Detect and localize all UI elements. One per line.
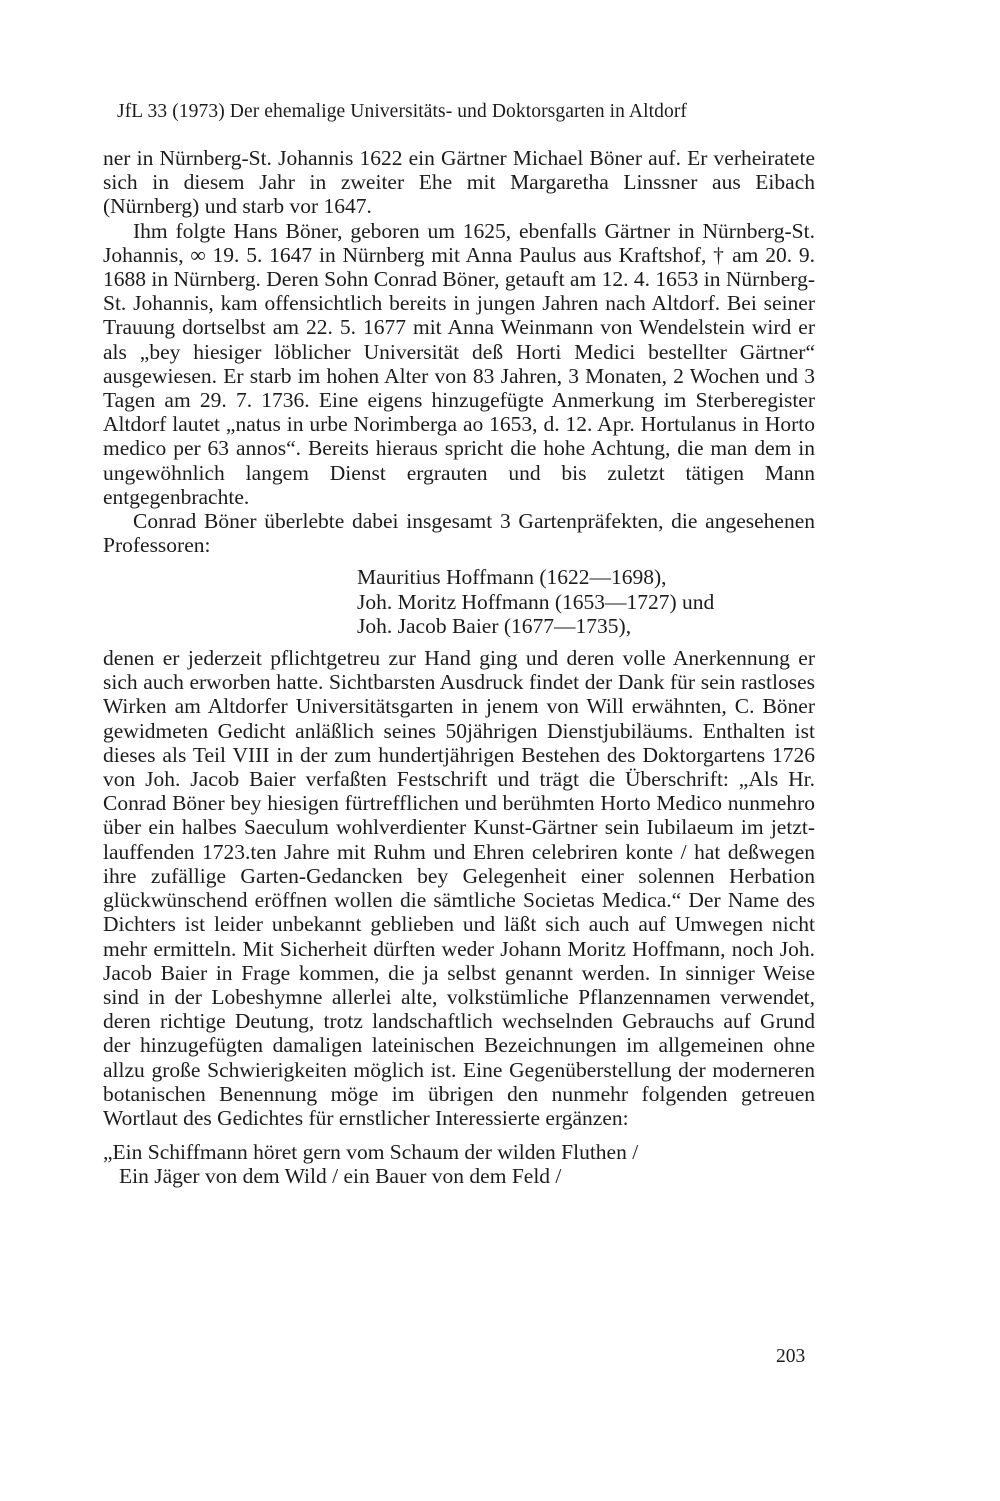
professor-list	[357, 565, 815, 638]
verse-line: Ein Jäger von dem Wild / ein Bauer von dem Feld /	[119, 1164, 562, 1189]
paragraph-1: ner in Nürnberg-St. Johannis 1622 ein Gärtner Michael Böner auf. Er verheiratete sich in diesem Jahr in zweiter Ehe mit Margaretha Linssner aus Eibach (Nürnberg) und starb vor 1647.	[103, 146, 815, 219]
paragraph-2: Ihm folgte Hans Böner, geboren um 1625, ebenfalls Gärtner in Nürnberg-St. Johannis, ∞ 19. 5. 1647 in Nürnberg mit Anna Paulus aus Kraftshof, † am 20. 9. 1688 in Nürnberg. Deren Sohn Conrad Böner, getauft am 12. 4. 1653 in Nürnberg-St. Johannis, kam offensichtlich bereits in jungen Jahren nach Altdorf. Bei seiner Trauung dortselbst am 22. 5. 1677 mit Anna Weinmann von Wendelstein wird er als „bey hiesiger löblicher Universität deß Horti Medici bestellter Gärtner“ ausgewiesen. Er starb im hohen Alter von 83 Jahren, 3 Monaten, 2 Wochen und 3 Tagen am 29. 7. 1736. Eine eigens hinzugefügte Anmerkung im Sterberegister Altdorf lautet „natus in urbe Norimberga ao 1653, d. 12. Apr. Hortulanus in Horto medico per 63 annos“. Bereits hieraus spricht die hohe Achtung, die man dem in ungewöhnlich langem Dienst ergrauten und bis zuletzt tätigen Mann entgegenbrachte.	[103, 218, 815, 509]
poem-excerpt	[103, 1140, 815, 1188]
running-header: JfL 33 (1973) Der ehemalige Universitäts- und Doktorsgarten in Altdorf	[117, 101, 688, 122]
professor-item: Mauritius Hoffmann (1622—1698),	[357, 565, 667, 590]
paragraph-3: Conrad Böner überlebte dabei insgesamt 3 Gartenpräfekten, die angesehenen Professoren:	[103, 509, 815, 558]
professor-item: Joh. Moritz Hoffmann (1653—1727) und	[357, 589, 715, 614]
page-number: 203	[776, 1346, 806, 1367]
verse-line: „Ein Schiffmann höret gern vom Schaum der wilden Fluthen /	[103, 1140, 639, 1165]
paragraph-4: denen er jederzeit pflichtgetreu zur Hand ging und deren volle Anerkennung er sich auch erworben hatte. Sichtbarsten Ausdruck findet der Dank für sein rastloses Wirken am Altdorfer Universitätsgarten in jenem von Will erwähnten, C. Böner gewidmeten Gedicht anläßlich seines 50jährigen Dienstjubiläums. Enthalten ist dieses als Teil VIII in der zum hundertjährigen Bestehen des Doktorgartens 1726 von Joh. Jacob Baier verfaßten Festschrift und trägt die Überschrift: „Als Hr. Conrad Böner bey hiesigen fürtrefflichen und berühmten Horto Medico nunmehro über ein halbes Saeculum wohlverdienter Kunst-Gärtner sein Iubilaeum im jetzt-lauffenden 1723.ten Jahre mit Ruhm und Ehren celebriren konte / hat deßwegen ihre zufällige Garten-Gedancken bey Gelegenheit einer solennen Herbation glückwünschend eröffnen wollen die sämtliche Societas Medica.“ Der Name des Dichters ist leider unbekannt geblieben und läßt sich auch auf Umwegen nicht mehr ermitteln. Mit Sicherheit dürften weder Johann Moritz Hoffmann, noch Joh. Jacob Baier in Frage kommen, die ja selbst genannt werden. In sinniger Weise sind in der Lobeshymne allerlei alte, volkstümliche Pflanzennamen verwendet, deren richtige Deutung, trotz landschaftlich wechselnden Gebrauchs auf Grund der hinzugefügten damaligen lateinischen Bezeichnungen im allgemeinen ohne allzu große Schwierigkeiten möglich ist. Eine Gegenüberstellung der moderneren botanischen Benennung möge im übrigen den nunmehr folgenden getreuen Wortlaut des Gedichtes für ernstlicher Interessierte ergänzen:	[103, 646, 815, 1130]
professor-item: Joh. Jacob Baier (1677—1735),	[357, 613, 632, 638]
main-text	[103, 146, 815, 1189]
